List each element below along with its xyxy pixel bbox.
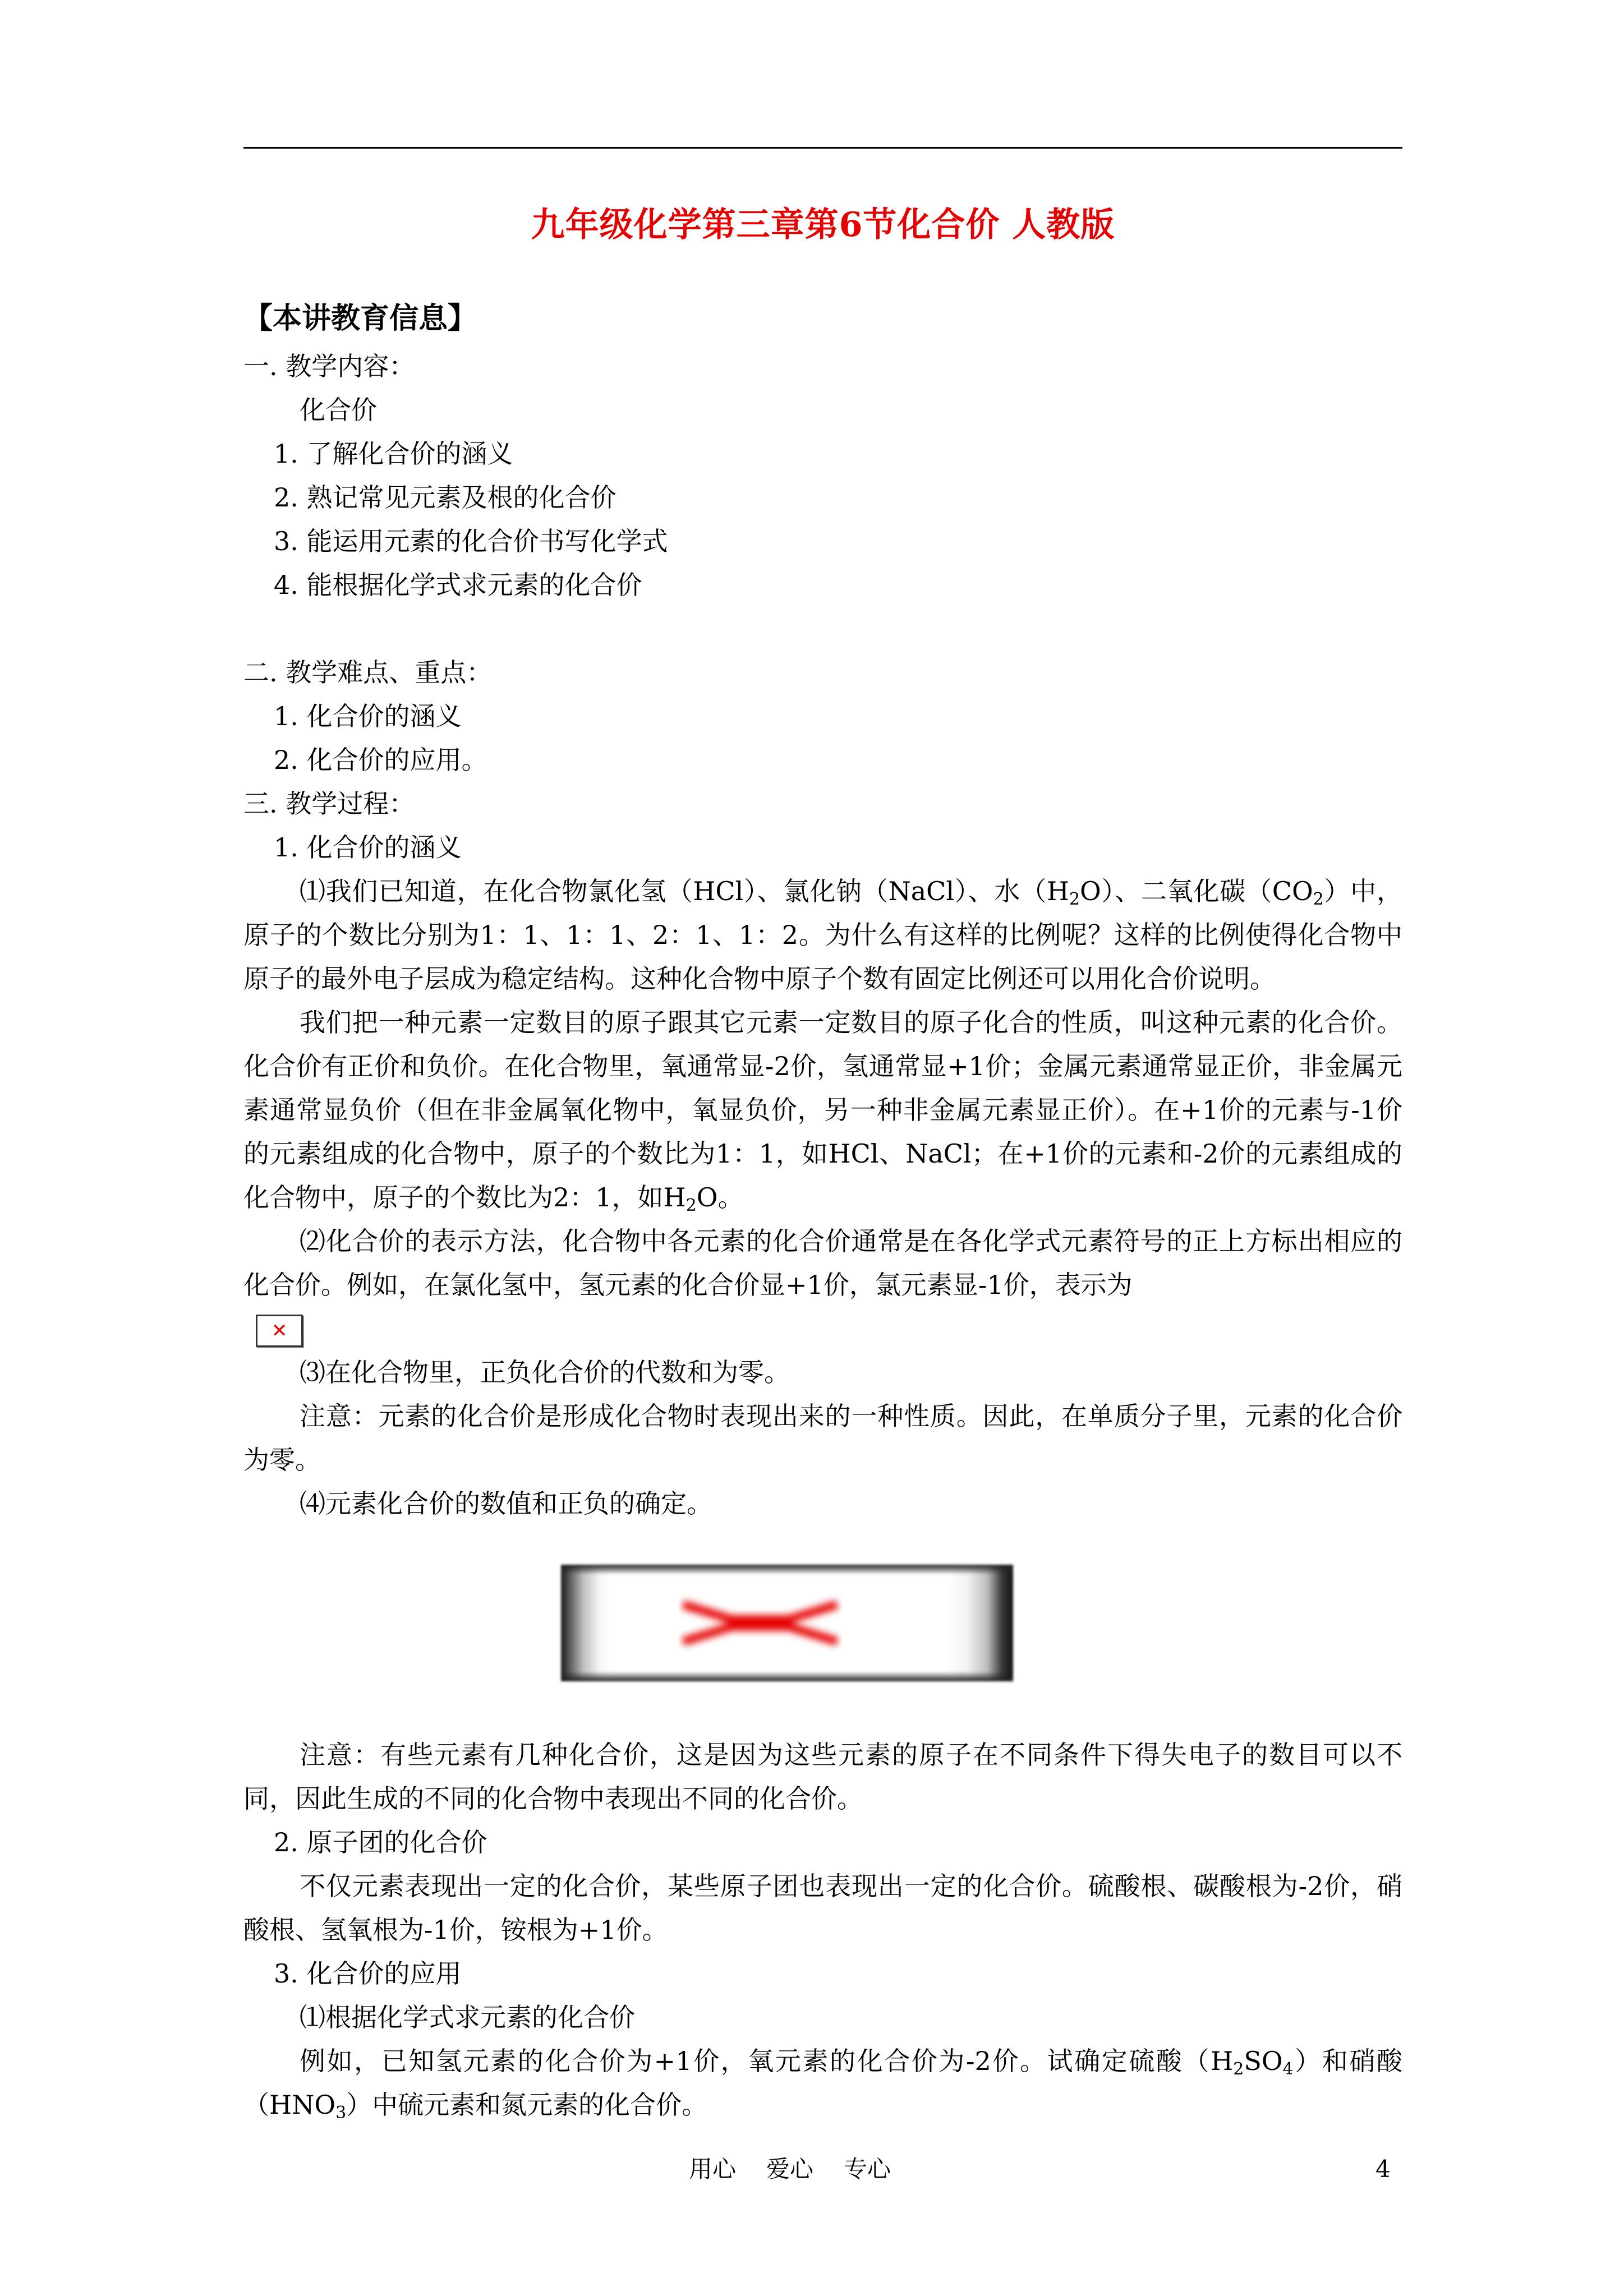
broken-image-icon bbox=[561, 1565, 1013, 1681]
section-heading: 【本讲教育信息】 bbox=[243, 302, 477, 335]
blank-line bbox=[243, 607, 1402, 651]
paragraph-text: O）、二氧化碳（CO bbox=[1080, 876, 1313, 906]
part1-item: 3. 能运用元素的化合价书写化学式 bbox=[274, 526, 668, 556]
paragraph-text: 我们把一种元素一定数目的原子跟其它元素一定数目的原子化合的性质，叫这种元素的化合价。化合价有正价和负价。在化合物里，氧通常显-2价，氢通常显+1价；金属元素通常显正价，非金属元素通常显负价（但在非金属氧化物中，氧显负价，另一种非金属元素显正价）。在+1价的元素与-1价的元素组成的化合物中，原子的个数比为1：1，如HCl、NaCl；在+1价的元素和-2价的元素组成的化合物中，原子的个数比为2：1，如H bbox=[243, 1007, 1402, 1212]
paragraph-text: ）中，原子的个数比分别为1：1、1：1、2：1、1：2。为什么有这样的比例呢？这样的比例使得化合物中原子的最外电子层成为稳定结构。这种化合物中原子个数有固定比例还可以用化合价说明。 bbox=[243, 876, 1403, 994]
part1-item: 2. 熟记常见元素及根的化合价 bbox=[274, 482, 617, 513]
paragraph bbox=[243, 2039, 1402, 2127]
part1-heading: 一. 教学内容： bbox=[243, 351, 415, 381]
part3-heading: 三. 教学过程： bbox=[243, 789, 415, 819]
footer-motto-word: 用心 bbox=[689, 2155, 737, 2183]
part2-heading: 二. 教学难点、重点： bbox=[243, 657, 493, 688]
paragraph-text: 例如，已知氢元素的化合价为+1价，氧元素的化合价为-2价。试确定硫酸（H bbox=[300, 2046, 1234, 2076]
subscript: 2 bbox=[1233, 2059, 1244, 2079]
subsection-heading: 2. 原子团的化合价 bbox=[274, 1827, 487, 1857]
part2-item: 1. 化合价的涵义 bbox=[274, 701, 462, 731]
paragraph: 注意：有些元素有几种化合价，这是因为这些元素的原子在不同条件下得失电子的数目可以不同，因此生成的不同的化合物中表现出不同的化合价。 bbox=[243, 1740, 1402, 1814]
red-x-icon bbox=[679, 1593, 841, 1653]
paragraph-text: ）中硫元素和氮元素的化合价。 bbox=[346, 2090, 708, 2120]
page-number: 4 bbox=[1375, 2155, 1391, 2183]
paragraph: ⑷元素化合价的数值和正负的确定。 bbox=[300, 1488, 712, 1519]
paragraph: ⑶在化合物里，正负化合价的代数和为零。 bbox=[300, 1357, 790, 1387]
broken-image-icon: ✕ bbox=[256, 1315, 303, 1347]
paragraph bbox=[243, 869, 1402, 1001]
document-body bbox=[243, 293, 1402, 2127]
paragraph-text: SO bbox=[1244, 2046, 1283, 2076]
subscript: 2 bbox=[1069, 889, 1080, 909]
subscript: 2 bbox=[686, 1196, 697, 1215]
paragraph: 注意：元素的化合价是形成化合物时表现出来的一种性质。因此，在单质分子里，元素的化合价为零。 bbox=[243, 1401, 1402, 1475]
header-rule bbox=[243, 147, 1402, 149]
paragraph-text: ）和硝酸（HNO bbox=[243, 2046, 1403, 2120]
part1-item: 4. 能根据化学式求元素的化合价 bbox=[274, 570, 642, 600]
paragraph bbox=[243, 1001, 1402, 1219]
part2-item: 2. 化合价的应用。 bbox=[274, 745, 487, 775]
subscript: 4 bbox=[1282, 2059, 1294, 2079]
subscript: 2 bbox=[1313, 889, 1324, 909]
footer-motto-word: 爱心 bbox=[766, 2155, 814, 2183]
inline-image-line bbox=[243, 1307, 1402, 1350]
page-title: 九年级化学第三章第6节化合价 人教版 bbox=[531, 205, 1115, 245]
paragraph-text: O。 bbox=[696, 1182, 744, 1212]
subscript: 3 bbox=[335, 2103, 347, 2123]
footer-motto-word: 专心 bbox=[844, 2155, 891, 2183]
subsection-heading: 1. 化合价的涵义 bbox=[274, 832, 462, 863]
part1-item: 1. 了解化合价的涵义 bbox=[274, 439, 513, 469]
paragraph: 不仅元素表现出一定的化合价，某些原子团也表现出一定的化合价。硫酸根、碳酸根为-2价，硝酸根、氢氧根为-1价，铵根为+1价。 bbox=[243, 1871, 1402, 1945]
figure bbox=[243, 1541, 1402, 1715]
paragraph-text: ⑴我们已知道，在化合物氯化氢（HCl）、氯化钠（NaCl）、水（H bbox=[300, 876, 1069, 906]
paragraph: ⑵化合价的表示方法，化合物中各元素的化合价通常是在各化学式元素符号的正上方标出相应的化合价。例如，在氯化氢中，氢元素的化合价显+1价，氯元素显-1价，表示为 bbox=[243, 1226, 1402, 1300]
subsection-heading: 3. 化合价的应用 bbox=[274, 1958, 462, 1989]
paragraph: ⑴根据化学式求元素的化合价 bbox=[300, 2002, 635, 2032]
part1-topic: 化合价 bbox=[300, 395, 377, 425]
footer-motto bbox=[689, 2152, 921, 2186]
